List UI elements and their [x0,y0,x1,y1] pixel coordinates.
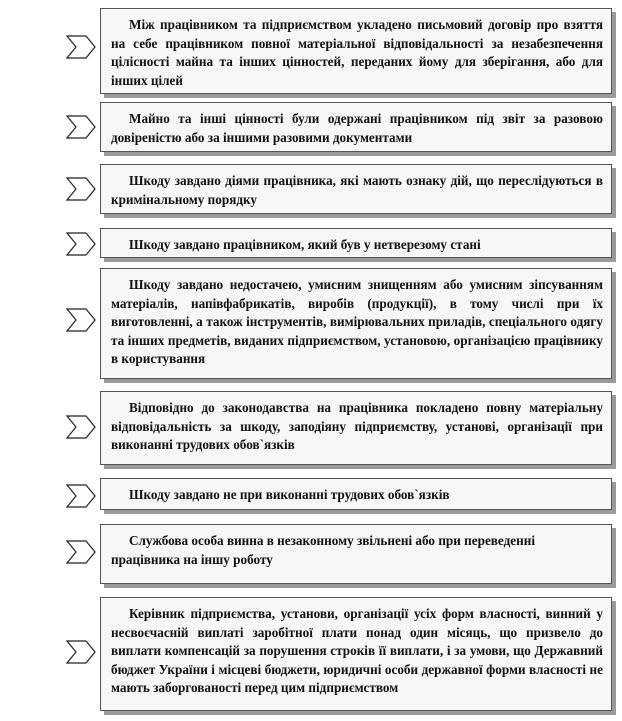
condition-box: Між працівником та підприємством укладено письмовий договір про взяття на себе працівником повної матеріальної відповідальності за незабезпечення цілісності майна та інших цінностей, переданих йому для зберігання, або для інших цілей [100,8,612,94]
condition-box: Керівник підприємства, установи, організації усіх форм власності, винний у несвоєчасній виплаті заробітної плати понад один місяць, що призвело до виплати компенсацій за порушення строків її виплати, і за умови, що Державний бюджет України і місцеві бюджети, юридичні особи державної форми власності не мають заборгованості перед цим підприємством [100,597,612,711]
chevron-right-icon [66,484,96,508]
chevron-right-icon [66,640,96,664]
condition-box: Відповідно до законодавства на працівника покладено повну матеріальну відповідальність за шкоду, заподіяну підприємству, установі, організації при виконанні трудових обов`язків [100,391,612,465]
chevron-right-icon [66,415,96,439]
chevron-right-icon [66,540,96,564]
chevron-right-icon [66,308,96,332]
chevron-right-icon [66,115,96,139]
condition-box: Шкоду завдано діями працівника, які мають ознаку дій, що переслідуються в кримінальному порядку [100,164,612,214]
condition-box: Шкоду завдано недостачею, умисним знищенням або умисним зіпсуванням матеріалів, напівфабрикатів, виробів (продукції), в тому числі при їх виготовленні, а також інструментів, вимірювальних приладів, спеціального одягу та інших предметів, виданих підприємством, установою, організацією працівнику в користування [100,268,612,379]
condition-box: Шкоду завдано не при виконанні трудових обов`язків [100,478,612,510]
condition-box: Шкоду завдано працівником, який був у нетверезому стані [100,228,612,258]
condition-box: Службова особа винна в незаконному звільнені або при переведенні працівника на іншу роботу [100,524,612,584]
chevron-right-icon [66,177,96,201]
chevron-right-icon [66,35,96,59]
condition-box: Майно та інші цінності були одержані працівником під звіт за разовою довіреністю або за іншими разовими документами [100,102,612,152]
chevron-right-icon [66,232,96,256]
